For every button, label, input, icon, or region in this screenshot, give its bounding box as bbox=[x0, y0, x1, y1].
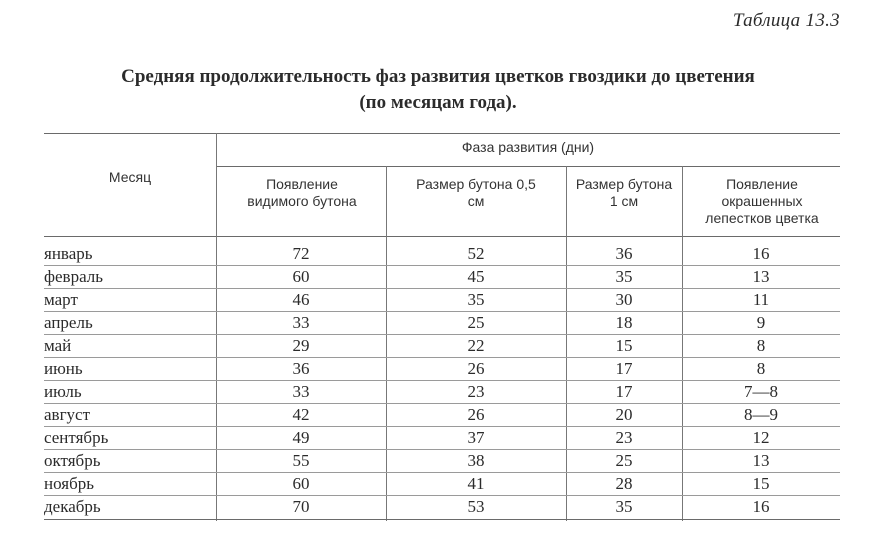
value-cell: 55 bbox=[292, 451, 310, 470]
phase-header-rule bbox=[216, 166, 840, 167]
value-cell: 11 bbox=[752, 290, 770, 309]
value-cell: 18 bbox=[615, 313, 633, 332]
table-top-rule bbox=[44, 133, 840, 134]
value-cell: 60 bbox=[292, 474, 310, 493]
table-row bbox=[44, 381, 840, 403]
value-cell: 17 bbox=[615, 359, 633, 378]
month-cell: январь bbox=[44, 244, 93, 263]
table-row bbox=[44, 427, 840, 449]
value-cell: 45 bbox=[467, 267, 485, 286]
month-cell: июль bbox=[44, 382, 82, 401]
data-table bbox=[44, 133, 840, 521]
table-row bbox=[44, 358, 840, 380]
value-cell: 46 bbox=[292, 290, 310, 309]
month-cell: март bbox=[44, 290, 78, 309]
value-cell: 8 bbox=[756, 359, 766, 378]
value-cell: 35 bbox=[615, 267, 633, 286]
table-bottom-rule bbox=[44, 519, 840, 520]
value-cell: 25 bbox=[615, 451, 633, 470]
value-cell: 29 bbox=[292, 336, 310, 355]
value-cell: 49 bbox=[292, 428, 310, 447]
value-cell: 16 bbox=[752, 244, 770, 263]
table-row bbox=[44, 473, 840, 495]
column-header-colored-petals: Появление окрашенных лепестков цветка bbox=[705, 176, 819, 226]
value-cell: 8 bbox=[756, 336, 766, 355]
value-cell: 38 bbox=[467, 451, 485, 470]
value-cell: 16 bbox=[752, 497, 770, 516]
value-cell: 26 bbox=[467, 359, 485, 378]
table-row bbox=[44, 404, 840, 426]
value-cell: 36 bbox=[615, 244, 633, 263]
month-cell: июнь bbox=[44, 359, 83, 378]
value-cell: 41 bbox=[467, 474, 485, 493]
month-cell: ноябрь bbox=[44, 474, 94, 493]
table-row bbox=[44, 450, 840, 472]
value-cell: 72 bbox=[292, 244, 310, 263]
month-cell: октябрь bbox=[44, 451, 101, 470]
value-cell: 15 bbox=[752, 474, 770, 493]
table-row bbox=[44, 289, 840, 311]
value-cell: 36 bbox=[292, 359, 310, 378]
value-cell: 42 bbox=[292, 405, 310, 424]
value-cell: 30 bbox=[615, 290, 633, 309]
table-caption bbox=[0, 64, 876, 116]
table-row bbox=[44, 335, 840, 357]
value-cell: 17 bbox=[615, 382, 633, 401]
month-cell: май bbox=[44, 336, 72, 355]
value-cell: 20 bbox=[615, 405, 633, 424]
value-cell: 13 bbox=[752, 267, 770, 286]
table-row bbox=[44, 266, 840, 288]
value-cell: 23 bbox=[615, 428, 633, 447]
value-cell: 8—9 bbox=[744, 405, 778, 424]
value-cell: 60 bbox=[292, 267, 310, 286]
month-cell: август bbox=[44, 405, 91, 424]
value-cell: 25 bbox=[467, 313, 485, 332]
column-header-visible-bud: Появление видимого бутона bbox=[247, 176, 357, 209]
value-cell: 22 bbox=[467, 336, 485, 355]
value-cell: 35 bbox=[467, 290, 485, 309]
value-cell: 23 bbox=[467, 382, 485, 401]
value-cell: 15 bbox=[615, 336, 633, 355]
month-cell: декабрь bbox=[44, 497, 101, 516]
caption-line-1: Средняя продолжительность фаз развития цветков гвоздики до цветения bbox=[121, 66, 755, 87]
value-cell: 70 bbox=[292, 497, 310, 516]
value-cell: 37 bbox=[467, 428, 485, 447]
table-row bbox=[44, 312, 840, 334]
month-column-header: Месяц bbox=[108, 169, 152, 185]
table-row bbox=[44, 496, 840, 518]
column-header-bud-0-5cm: Размер бутона 0,5 см bbox=[416, 176, 536, 209]
value-cell: 35 bbox=[615, 497, 633, 516]
month-cell: апрель bbox=[44, 313, 93, 332]
value-cell: 26 bbox=[467, 405, 485, 424]
value-cell: 12 bbox=[752, 428, 770, 447]
caption-line-2: (по месяцам года). bbox=[359, 92, 517, 113]
column-header-bud-1cm: Размер бутона 1 см bbox=[575, 176, 673, 209]
month-cell: сентябрь bbox=[44, 428, 109, 447]
value-cell: 7—8 bbox=[744, 382, 778, 401]
value-cell: 9 bbox=[756, 313, 766, 332]
table-number-label: Таблица 13.3 bbox=[732, 10, 840, 31]
value-cell: 33 bbox=[292, 382, 310, 401]
table-row bbox=[44, 243, 840, 265]
month-cell: февраль bbox=[44, 267, 104, 286]
value-cell: 52 bbox=[467, 244, 485, 263]
header-bottom-rule bbox=[44, 236, 840, 237]
value-cell: 13 bbox=[752, 451, 770, 470]
value-cell: 33 bbox=[292, 313, 310, 332]
phase-group-header: Фаза развития (дни) bbox=[461, 139, 595, 155]
value-cell: 53 bbox=[467, 497, 485, 516]
value-cell: 28 bbox=[615, 474, 633, 493]
